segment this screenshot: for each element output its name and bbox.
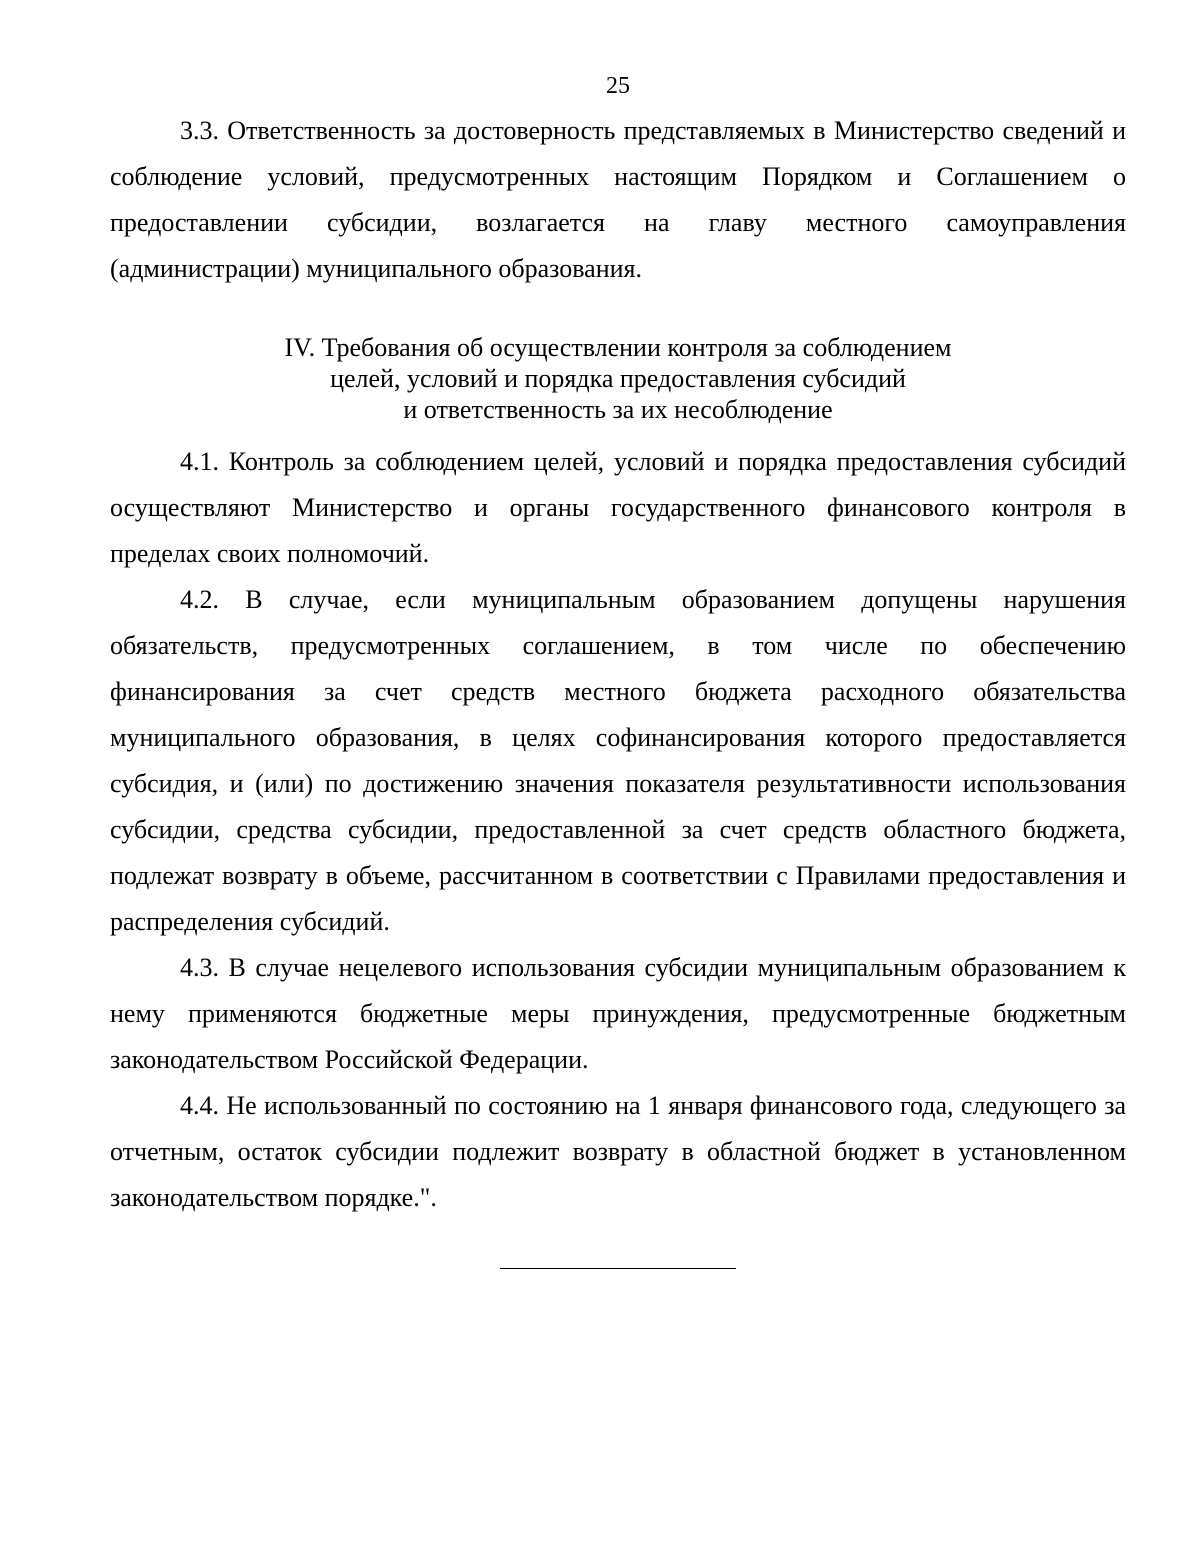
paragraph-4-4: 4.4. Не использованный по состоянию на 1 января финансового года, следующего за отчетным, остаток субсидии подлежит возврату в областной бюджет в установленном законодательством порядке.".	[110, 1091, 1126, 1212]
paragraph-3-3: 3.3. Ответственность за достоверность представляемых в Министерство сведений и соблюдение условий, предусмотренных настоящим Порядком и Соглашением о предоставлении субсидии, возлагается на главу местного самоуправления (администрации) муниципального образования.	[110, 116, 1126, 283]
document-page	[110, 72, 1126, 1269]
paragraph-4-3: 4.3. В случае нецелевого использования субсидии муниципальным образованием к нему применяются бюджетные меры принуждения, предусмотренные бюджетным законодательством Российской Федерации.	[110, 953, 1126, 1074]
paragraph-4-2: 4.2. В случае, если муниципальным образованием допущены нарушения обязательств, предусмотренных соглашением, в том числе по обеспечению финансирования за счет средств местного бюджета расходного обязательства муниципального образования, в целях софинансирования которого предоставляется субсидия, и (или) по достижению значения показателя результативности использования субсидии, средства субсидии, предоставленной за счет средств областного бюджета, подлежат возврату в объеме, рассчитанном в соответствии с Правилами предоставления и распределения субсидий.	[110, 585, 1126, 936]
section-iv-title-line-3: и ответственность за их несоблюдение	[403, 395, 833, 424]
section-iv-title-line-2: целей, условий и порядка предоставления субсидий	[330, 364, 906, 393]
section-iv-title	[110, 332, 1126, 425]
end-divider	[500, 1268, 736, 1269]
page-number: 25	[606, 73, 630, 99]
section-iv-title-line-1: IV. Требования об осуществлении контроля за соблюдением	[284, 333, 952, 362]
paragraph-4-1: 4.1. Контроль за соблюдением целей, условий и порядка предоставления субсидий осуществляют Министерство и органы государственного финансового контроля в пределах своих полномочий.	[110, 447, 1126, 568]
